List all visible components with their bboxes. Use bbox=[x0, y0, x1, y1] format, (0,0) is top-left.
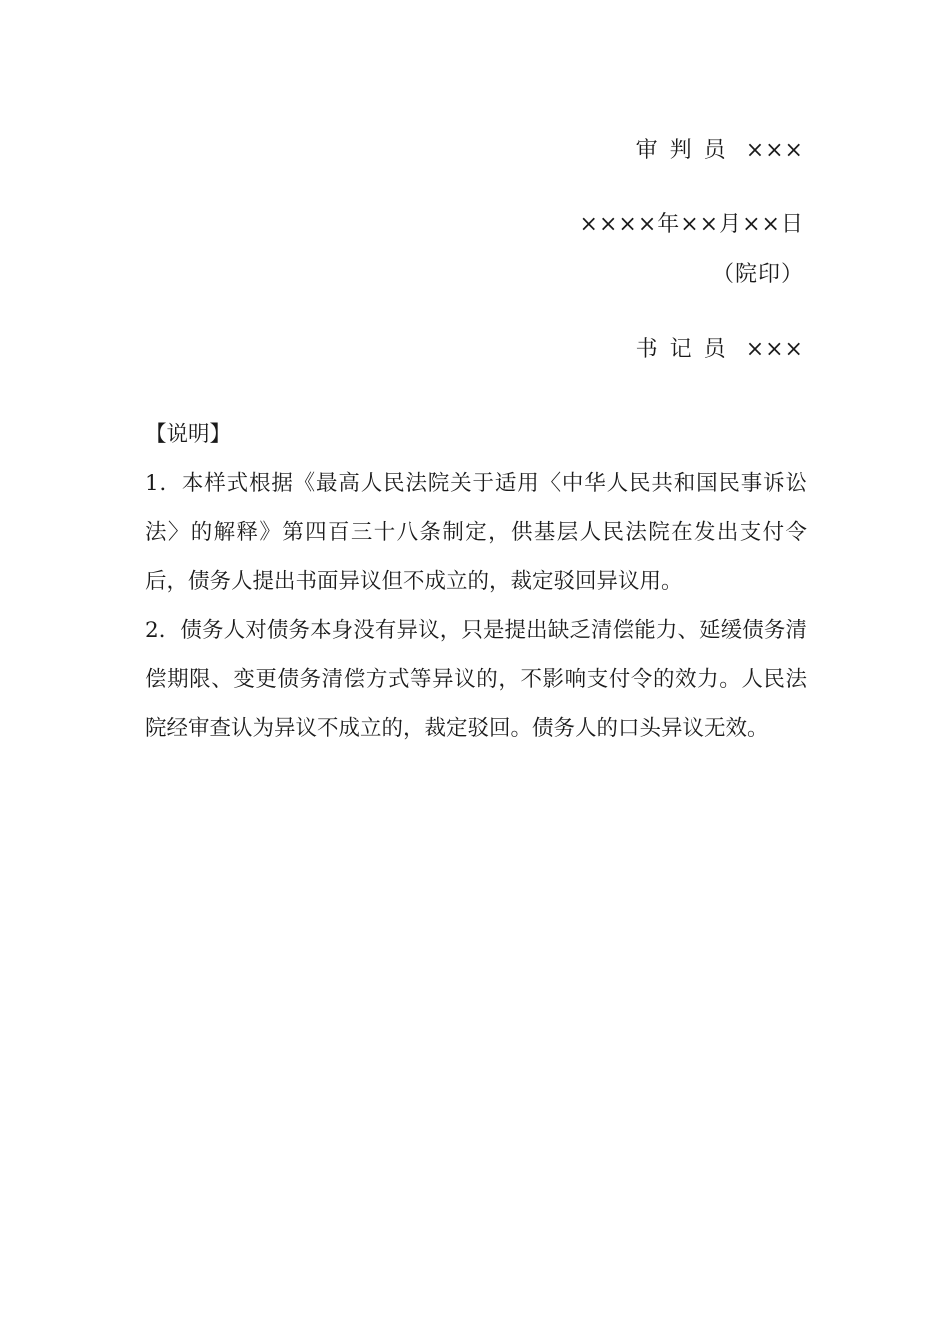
judge-name: ××× bbox=[745, 138, 804, 163]
clerk-signature-line bbox=[636, 335, 804, 365]
ruling-date: ××××年××月××日 bbox=[579, 212, 804, 237]
explanation-heading: 【说明】 bbox=[145, 422, 232, 447]
clerk-label: 书记员 bbox=[635, 337, 738, 362]
clerk-name: ××× bbox=[745, 337, 804, 362]
court-seal-note: （院印） bbox=[711, 262, 804, 287]
judge-signature-line bbox=[636, 136, 804, 166]
explanation-item-1: 1．本样式根据《最高人民法院关于适用〈中华人民共和国民事诉讼法〉的解释》第四百三十八条制定，供基层人民法院在发出支付令后，债务人提出书面异议但不成立的，裁定驳回异议用。 bbox=[145, 471, 807, 594]
explanation-section bbox=[145, 410, 807, 753]
judge-label: 审判员 bbox=[635, 138, 738, 163]
explanation-item-2: 2．债务人对债务本身没有异议，只是提出缺乏清偿能力、延缓债务清偿期限、变更债务清偿方式等异议的，不影响支付令的效力。人民法院经审查认为异议不成立的，裁定驳回。债务人的口头异议无效。 bbox=[145, 618, 807, 741]
